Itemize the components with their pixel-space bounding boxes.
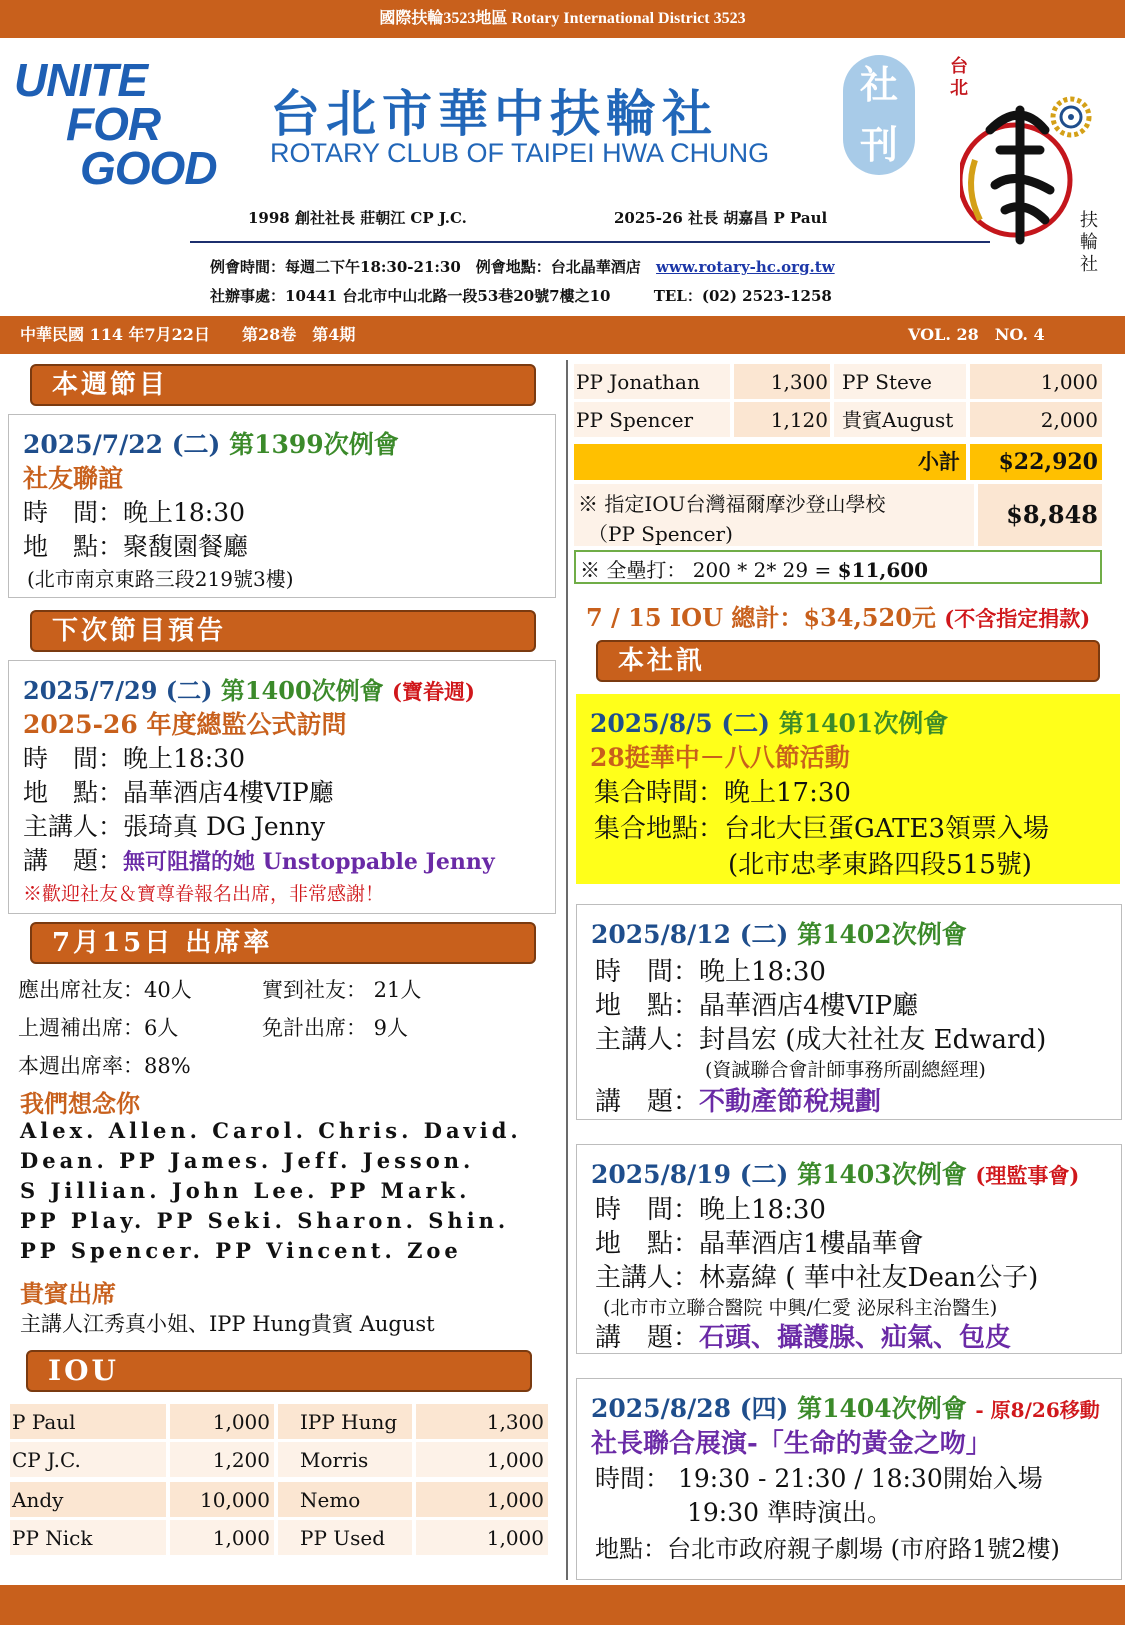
event-2-box xyxy=(576,904,1122,1120)
iou-table-left xyxy=(10,1404,554,1564)
this-week-box xyxy=(8,414,556,598)
iou-name: Nemo xyxy=(300,1488,361,1512)
next-welcome: ※歡迎社友＆寶尊眷報名出席，非常感謝！ xyxy=(23,883,385,905)
next-subject-label: 講 題： xyxy=(23,846,124,875)
iou-header: IOU xyxy=(26,1350,532,1392)
iou-amount: 1,200 xyxy=(212,1448,270,1472)
iou-amount: 1,120 xyxy=(770,408,828,432)
news-header: 本社訊 xyxy=(596,640,1100,682)
iou-name: PP Used xyxy=(300,1526,386,1550)
event-3-subject-line xyxy=(595,1317,1011,1354)
this-week-time: 時 間：晚上18:30 xyxy=(23,498,246,527)
event-4-note: - 原8/26移動 xyxy=(975,1398,1100,1422)
district-banner: 國際扶輪3523地區 Rotary International District 3523 xyxy=(0,0,1125,38)
next-topic: 2025-26 年度總監公式訪問 xyxy=(23,710,347,739)
event-3-box xyxy=(576,1144,1122,1354)
iou-amount: 2,000 xyxy=(1040,408,1098,432)
miss-line: PP Spencer. PP Vincent. Zoe xyxy=(20,1238,462,1263)
this-week-meeting: 第1399次例會 xyxy=(229,430,399,459)
event-1-topic: 28挺華中－八八節活動 xyxy=(590,743,850,772)
attendance-makeup: 上週補出席：6人 xyxy=(18,1016,179,1040)
attendance-rate: 本週出席率：88% xyxy=(18,1054,191,1078)
iou-amount: 10,000 xyxy=(200,1488,270,1512)
event-4-meeting: 第1404次例會 xyxy=(797,1394,967,1423)
attendance-exempt: 免計出席： 9人 xyxy=(262,1016,409,1040)
iou-name: 貴賓August xyxy=(842,408,954,432)
logo-unite: UNITE xyxy=(14,54,147,106)
iou-name: Morris xyxy=(300,1448,369,1472)
event-2-speaker: 主講人：封昌宏 (成大社社友 Edward) xyxy=(595,1025,1047,1055)
guest-list: 主講人江秀真小姐、IPP Hung貴賓 August xyxy=(20,1312,435,1336)
badge-bottom: 刊 xyxy=(843,115,915,175)
event-3-speaker: 主講人：林嘉緯 ( 華中社友Dean公子) xyxy=(595,1263,1039,1293)
event-1-date-line xyxy=(590,704,948,740)
event-4-date: 2025/8/28 (四) xyxy=(591,1394,789,1423)
event-3-note: (理監事會) xyxy=(975,1163,1080,1188)
footer-bar xyxy=(0,1585,1125,1625)
event-3-date: 2025/8/19 (二) xyxy=(591,1160,789,1189)
iou-amount: 1,000 xyxy=(1040,370,1098,394)
homerun-formula: ※ 全壘打： 200 * 2* 29 = xyxy=(580,558,838,582)
iou-total-note: (不含指定捐款) xyxy=(944,606,1091,631)
meeting-info xyxy=(210,256,835,277)
club-name-cn: 台北市華中扶輪社 xyxy=(270,84,718,143)
logo-for: FOR xyxy=(66,98,161,150)
next-place: 地 點：晶華酒店4樓VIP廳 xyxy=(23,778,334,807)
event-3-subject: 石頭、攝護腺、疝氣、包皮 xyxy=(699,1323,1012,1353)
issue-date: 中華民國 114 年7月22日 第28卷 第4期 xyxy=(20,325,356,344)
event-3-date-line xyxy=(591,1155,1079,1191)
event-2-subject: 不動產節稅規劃 xyxy=(699,1087,882,1117)
miss-title: 我們想念你 xyxy=(20,1089,140,1118)
logo-top-text: 台北 xyxy=(950,56,968,99)
header-divider xyxy=(190,241,990,243)
next-time: 時 間：晚上18:30 xyxy=(23,744,246,773)
club-logo xyxy=(950,50,1100,290)
next-date-line xyxy=(23,671,475,706)
iou-total-line xyxy=(586,598,1090,633)
this-week-date: 2025/7/22 (二) xyxy=(23,430,221,459)
iou-name: PP Jonathan xyxy=(576,370,700,394)
office-tel: TEL：(02) 2523-1258 xyxy=(653,287,832,305)
next-meeting: 第1400次例會 xyxy=(220,676,384,705)
event-3-place: 地 點：晶華酒店1樓晶華會 xyxy=(595,1229,924,1259)
iou-name: Andy xyxy=(12,1488,64,1512)
iou-name: CP J.C. xyxy=(12,1448,81,1472)
club-name-en: ROTARY CLUB OF TAIPEI HWA CHUNG xyxy=(270,138,770,168)
homerun-line xyxy=(580,554,928,583)
subtotal-amount: $22,920 xyxy=(998,449,1098,475)
event-2-date: 2025/8/12 (二) xyxy=(591,920,789,949)
current-president: 2025-26 社長 胡嘉昌 P Paul xyxy=(614,209,828,227)
designated-line1: ※ 指定IOU台灣福爾摩沙登山學校 xyxy=(578,492,886,516)
next-note: (寶眷週) xyxy=(392,679,475,704)
designated-amount: $8,848 xyxy=(1006,500,1098,529)
homerun-amount: $11,600 xyxy=(837,558,929,582)
event-4-place: 地點：台北市政府親子劇場 (市府路1號2樓) xyxy=(595,1535,1060,1563)
event-1-box xyxy=(576,694,1120,884)
this-week-topic: 社友聯誼 xyxy=(23,464,124,493)
event-1-date: 2025/8/5 (二) xyxy=(590,709,770,738)
next-box xyxy=(8,660,556,914)
event-3-subject-label: 講 題： xyxy=(595,1323,700,1353)
this-week-address: (北市南京東路三段219號3樓) xyxy=(27,567,294,591)
event-3-speaker-note: (北市市立聯合醫院 中興/仁愛 泌尿科主治醫生) xyxy=(603,1297,998,1319)
attendance-actual: 實到社友： 21人 xyxy=(262,978,422,1002)
attendance-header: 7月15日 出席率 xyxy=(30,922,536,964)
website-link[interactable]: www.rotary-hc.org.tw xyxy=(656,258,835,276)
event-2-meeting: 第1402次例會 xyxy=(797,920,967,949)
event-2-subject-line xyxy=(595,1081,881,1118)
logo-good: GOOD xyxy=(80,142,217,194)
badge-top: 社 xyxy=(843,55,915,115)
next-header: 下次節目預告 xyxy=(30,610,536,652)
iou-name: PP Nick xyxy=(12,1526,93,1550)
column-divider xyxy=(566,360,568,1580)
event-4-date-line xyxy=(591,1389,1100,1425)
event-1-meeting: 第1401次例會 xyxy=(778,709,949,738)
miss-line: S Jillian. John Lee. PP Mark. xyxy=(20,1178,471,1203)
meeting-time-place: 例會時間：每週二下午18:30-21:30 例會地點：台北晶華酒店 xyxy=(210,258,641,276)
event-3-time: 時 間：晚上18:30 xyxy=(595,1195,826,1225)
iou-amount: 1,000 xyxy=(212,1526,270,1550)
issue-volume: VOL. 28 NO. 4 xyxy=(908,325,1045,344)
iou-name: P Paul xyxy=(12,1410,76,1434)
iou-amount: 1,000 xyxy=(486,1526,544,1550)
rotary-wheel-icon xyxy=(1050,96,1092,138)
next-subject: 無可阻擋的她 Unstoppable Jenny xyxy=(123,849,495,875)
iou-total: 7 / 15 IOU 總計：$34,520元 xyxy=(586,603,936,632)
event-2-place: 地 點：晶華酒店4樓VIP廳 xyxy=(595,991,919,1021)
miss-line: Dean. PP James. Jeff. Jesson. xyxy=(20,1148,475,1173)
iou-name: IPP Hung xyxy=(300,1410,398,1434)
next-speaker: 主講人：張琦真 DG Jenny xyxy=(23,812,326,841)
attendance-should: 應出席社友：40人 xyxy=(18,978,192,1002)
iou-amount: 1,000 xyxy=(212,1410,270,1434)
event-4-time2: 19:30 準時演出。 xyxy=(687,1498,892,1527)
office-info xyxy=(210,285,832,306)
subtotal-label: 小計 xyxy=(918,449,960,474)
this-week-header: 本週節目 xyxy=(30,364,536,406)
event-2-date-line xyxy=(591,915,967,951)
office-address: 社辦事處：10441 台北市中山北路一段53巷20號7樓之10 xyxy=(210,287,611,305)
iou-amount: 1,300 xyxy=(486,1410,544,1434)
event-3-meeting: 第1403次例會 xyxy=(797,1160,967,1189)
miss-line: Alex. Allen. Carol. Chris. David. xyxy=(20,1118,522,1143)
event-4-topic: 社長聯合展演-「生命的黃金之吻」 xyxy=(591,1429,992,1459)
founder-president: 1998 創社社長 莊朝江 CP J.C. xyxy=(248,209,467,227)
issue-date-bar xyxy=(0,316,1125,354)
this-week-place: 地 點：聚馥園餐廳 xyxy=(23,532,249,561)
designated-line2: （PP Spencer) xyxy=(588,522,733,546)
iou-amount: 1,000 xyxy=(486,1488,544,1512)
event-1-place: 集合地點：台北大巨蛋GATE3領票入場 xyxy=(594,814,1049,844)
event-2-time: 時 間：晚上18:30 xyxy=(595,957,826,987)
subtotal-label-cell xyxy=(574,444,966,480)
iou-name: PP Spencer xyxy=(576,408,694,432)
iou-name: PP Steve xyxy=(842,370,932,394)
miss-line: PP Play. PP Seki. Sharon. Shin. xyxy=(20,1208,510,1233)
event-2-speaker-note: (資誠聯合會計師事務所副總經理) xyxy=(705,1059,986,1081)
subtotal-cell xyxy=(970,444,1102,480)
next-date: 2025/7/29 (二) xyxy=(23,676,213,705)
designated-cell xyxy=(574,484,974,546)
this-week-date-line xyxy=(23,425,399,461)
event-4-time: 時間： 19:30 - 21:30 / 18:30開始入場 xyxy=(595,1464,1043,1493)
guest-title: 貴賓出席 xyxy=(20,1279,116,1308)
event-1-time: 集合時間：晚上17:30 xyxy=(594,778,851,808)
iou-table-right xyxy=(574,364,1120,604)
event-2-subject-label: 講 題： xyxy=(595,1087,700,1117)
iou-amount: 1,000 xyxy=(486,1448,544,1472)
miss-list xyxy=(20,1116,522,1266)
iou-amount: 1,300 xyxy=(770,370,828,394)
event-1-address: (北市忠孝東路四段515號) xyxy=(728,850,1032,880)
next-subject-line xyxy=(23,841,495,877)
designated-amount-cell xyxy=(978,484,1102,546)
homerun-box xyxy=(574,550,1102,584)
logo-side-text: 扶輪社 xyxy=(1080,210,1098,275)
event-4-box xyxy=(576,1378,1122,1580)
